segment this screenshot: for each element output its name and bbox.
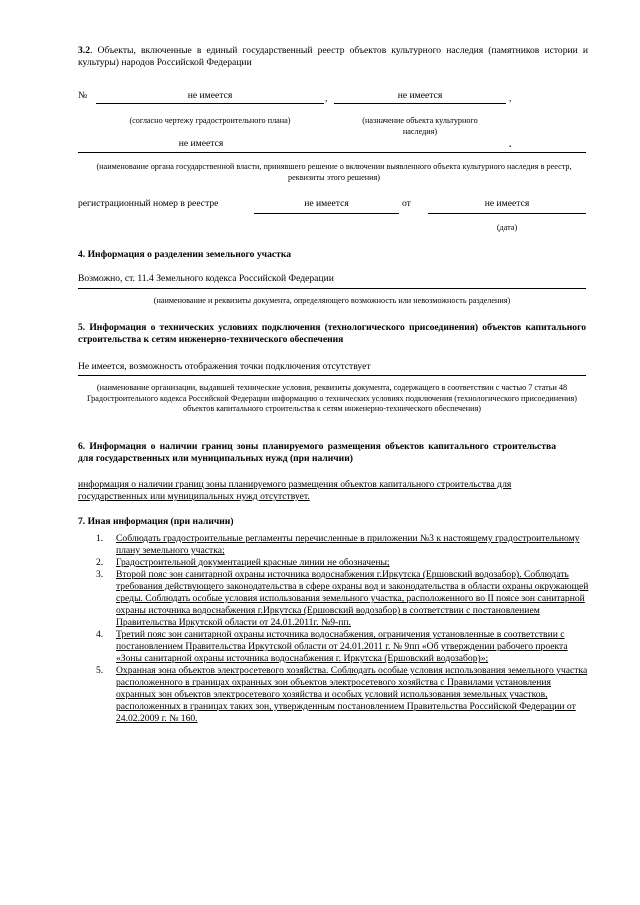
registry-number-label: регистрационный номер в реестре [78, 198, 219, 209]
list-item-number: 2. [96, 557, 104, 568]
registry-date-value: не имеется [484, 198, 530, 209]
list-item-number: 1. [96, 533, 104, 544]
object-name-value: не имеется [397, 90, 443, 101]
list-item-number: 4. [96, 629, 104, 640]
comma-2: , [509, 93, 512, 104]
section-4-underline [78, 288, 586, 289]
list-item [96, 557, 592, 569]
section-3-2-text [78, 45, 588, 69]
section-3-2-body: . Объекты, включенные в единый государственный реестр объектов культурного наследия (памятников истории и культуры) народов Российской Федерации [78, 45, 588, 68]
registry-number-value: не имеется [304, 198, 349, 209]
list-item [96, 569, 592, 629]
organ-underline [78, 152, 586, 153]
registry-date-underline [428, 213, 586, 214]
registry-number-underline [254, 213, 399, 214]
period-mark: . [509, 139, 512, 150]
list-item-text: Третий пояс зон санитарной охраны источника водоснабжения, ограничения установленные в соответствии с постановлением Правительства Иркутской области от 24.01.2011 г. № 9пп «Об утверждении рабочего проекта «Зоны санитарной охраны источника водоснабжения г. Иркутска (Ершовский водозабор)»; [116, 629, 568, 664]
section-3-2-number: 3.2 [78, 45, 90, 56]
list-item [96, 533, 592, 557]
section-5-text: Не имеется, возможность отображения точки подключения отсутствует [78, 361, 371, 372]
section-6-heading: 6. Информация о наличии границ зоны планируемого размещения объектов капитального строительства для государственных или муниципальных нужд (при наличии) [78, 441, 556, 464]
section-4-caption: (наименование и реквизиты документа, определяющего возможность или невозможность разделения) [153, 296, 511, 305]
number-value: не имеется [187, 90, 233, 101]
other-info-list [96, 533, 592, 725]
list-item [96, 665, 592, 725]
caption-organ: (наименование органа государственной власти, принявшего решение о включении выявленного объекта культурного наследия в реестр, реквизиты этого решения) [96, 162, 572, 182]
section-5-heading: 5. Информация о технических условиях подключения (технологического присоединения) объектов капитального строительства к сетям инженерно-технического обеспечения [78, 322, 586, 345]
section-5-underline [78, 375, 586, 376]
list-item-text: Соблюдать градостроительные регламенты перечисленные в приложении №3 к настоящему градостроительному плану земельного участка; [116, 533, 580, 556]
list-item-text: Второй пояс зон санитарной охраны источника водоснабжения г.Иркутска (Ершовский водозабор). Соблюдать требования действующего законодательства в сфере охраны вод и законодательства в области охраны окружающей среды. Соблюдать особые условия использования земельного участка, расположенного во II поясе зон санитарной охраны источника водоснабжения г.Иркутска (Ершовский водозабор) в соответствии с постановлением Правительства Иркутской области от 24.01.2011г. №9-пп. [116, 569, 589, 628]
list-item [96, 629, 592, 665]
section-7-heading: 7. Иная информация (при наличии) [78, 516, 234, 527]
caption-date: (дата) [496, 223, 518, 232]
list-item-number: 5. [96, 665, 104, 676]
object-name-underline [334, 103, 506, 104]
organ-value: не имеется [178, 138, 224, 149]
from-label: от [402, 198, 411, 209]
number-label: № [78, 90, 88, 101]
section-4-heading: 4. Информация о разделении земельного участка [78, 249, 292, 260]
number-underline [96, 103, 324, 104]
section-6-text: информация о наличии границ зоны планируемого размещения объектов капитального строительства для государственных или муниципальных нужд отсутствует. [78, 479, 512, 502]
list-item-text: Охранная зона объектов электросетевого хозяйства. Соблюдать особые условия использования земельного участка расположенного в границах охранных зон объектов электросетевого хозяйства с Правилами установления охранных зон объектов электросетевого хозяйства и особых условий использования земельных участков, расположенных в границах таких зон, утвержденным постановлением Правительства Российской Федерации от 24.02.2009 г. № 160. [116, 665, 588, 724]
caption-plan: (согласно чертежу градостроительного плана) [129, 116, 291, 125]
list-item-number: 3. [96, 569, 104, 580]
caption-object-name: (назначение объекта культурного наследия) [362, 116, 478, 136]
list-item-text: Градостроительной документацией красные линии не обозначены; [116, 557, 390, 568]
comma-1: , [325, 93, 328, 104]
section-4-text: Возможно, ст. 11.4 Земельного кодекса Российской Федерации [78, 273, 334, 284]
section-5-caption: (наименование организации, выдавшей технические условия, реквизиты документа, содержащего в соответствии с частью 7 статьи 48 Градостроительного кодекса Российской Федерации информацию о технических условиях подключения (технологического присоединения) объектов капитального строительства к сетям инженерно-технического обеспечения) [86, 383, 578, 413]
